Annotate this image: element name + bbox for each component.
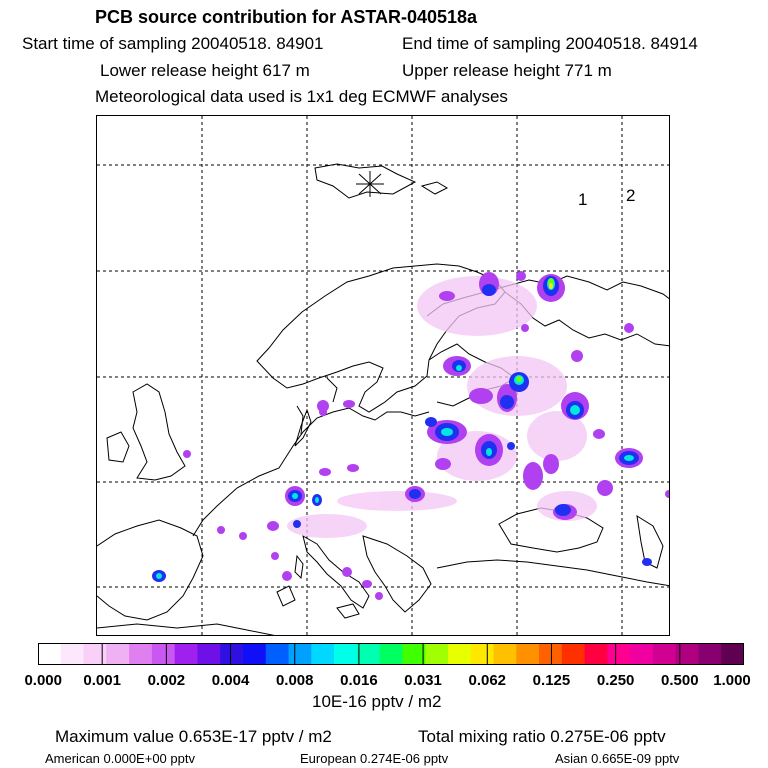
colorbar [38,643,744,665]
site-label-1: 1 [578,190,588,209]
colorbar-cell [698,643,721,665]
asterisk-station-icon [356,171,384,197]
colorbar-cells [38,643,744,665]
american-contribution: American 0.000E+00 pptv [45,751,195,766]
lower-release-height: Lower release height 617 m [100,61,310,80]
colorbar-cell [289,643,312,665]
colorbar-cell [448,643,471,665]
start-time: Start time of sampling 20040518. 84901 [22,34,324,53]
colorbar-cell [539,643,562,665]
total-mixing-ratio: Total mixing ratio 0.275E-06 pptv [418,727,666,746]
colorbar-cell [562,643,585,665]
met-data-note: Meteorological data used is 1x1 deg ECMWF analyses [95,87,508,106]
colorbar-tick-label: 0.000 [24,672,62,689]
upper-release-height: Upper release height 771 m [402,61,612,80]
colorbar-tick-label: 0.125 [532,672,571,689]
colorbar-cell [425,643,448,665]
colorbar-tick-label: 0.016 [340,672,378,689]
colorbar-tick-label: 0.031 [404,672,442,689]
colorbar-tick-label: 0.001 [83,672,121,689]
colorbar-cell [357,643,380,665]
colorbar-cell [380,643,403,665]
colorbar-tick-label: 0.002 [147,672,186,689]
colorbar-cell [471,643,494,665]
colorbar-cell [197,643,220,665]
colorbar-cell [220,643,243,665]
colorbar-cell [61,643,84,665]
colorbar-tick-label: 0.008 [275,672,314,689]
end-time: End time of sampling 20040518. 84914 [402,34,698,53]
colorbar-tick-label: 0.062 [468,672,507,689]
colorbar-cell [721,643,744,665]
colorbar-cell [676,643,699,665]
colorbar-cell [175,643,198,665]
colorbar-tick-label: 0.004 [211,672,250,689]
colorbar-cell [311,643,334,665]
site-label-2: 2 [626,186,636,205]
colorbar-cell [585,643,608,665]
colorbar-tick-label: 1.000 [713,672,751,689]
colorbar-cell [402,643,425,665]
colorbar-cell [653,643,676,665]
colorbar-cell [243,643,266,665]
colorbar-cell [38,643,61,665]
colorbar-tick-label: 0.500 [661,672,699,689]
european-contribution: European 0.274E-06 pptv [300,751,449,766]
colorbar-cell [152,643,175,665]
colorbar-cell [334,643,357,665]
colorbar-cell [129,643,152,665]
colorbar-cell [493,643,516,665]
maximum-value: Maximum value 0.653E-17 pptv / m2 [55,727,332,746]
asian-contribution: Asian 0.665E-09 pptv [555,751,680,766]
concentration-field [152,271,670,600]
colorbar-cell [607,643,630,665]
plot-title: PCB source contribution for ASTAR-040518a [95,7,478,27]
haze [287,276,597,538]
yellow-core [549,283,553,289]
map-panel [96,115,670,636]
colorbar-unit: 10E-16 pptv / m2 [312,692,442,711]
colorbar-cell [630,643,653,665]
colorbar-cell [84,643,107,665]
colorbar-cell [266,643,289,665]
map-svg [97,116,670,636]
colorbar-cell [516,643,539,665]
colorbar-tick-label: 0.250 [596,672,635,689]
colorbar-cell [106,643,129,665]
